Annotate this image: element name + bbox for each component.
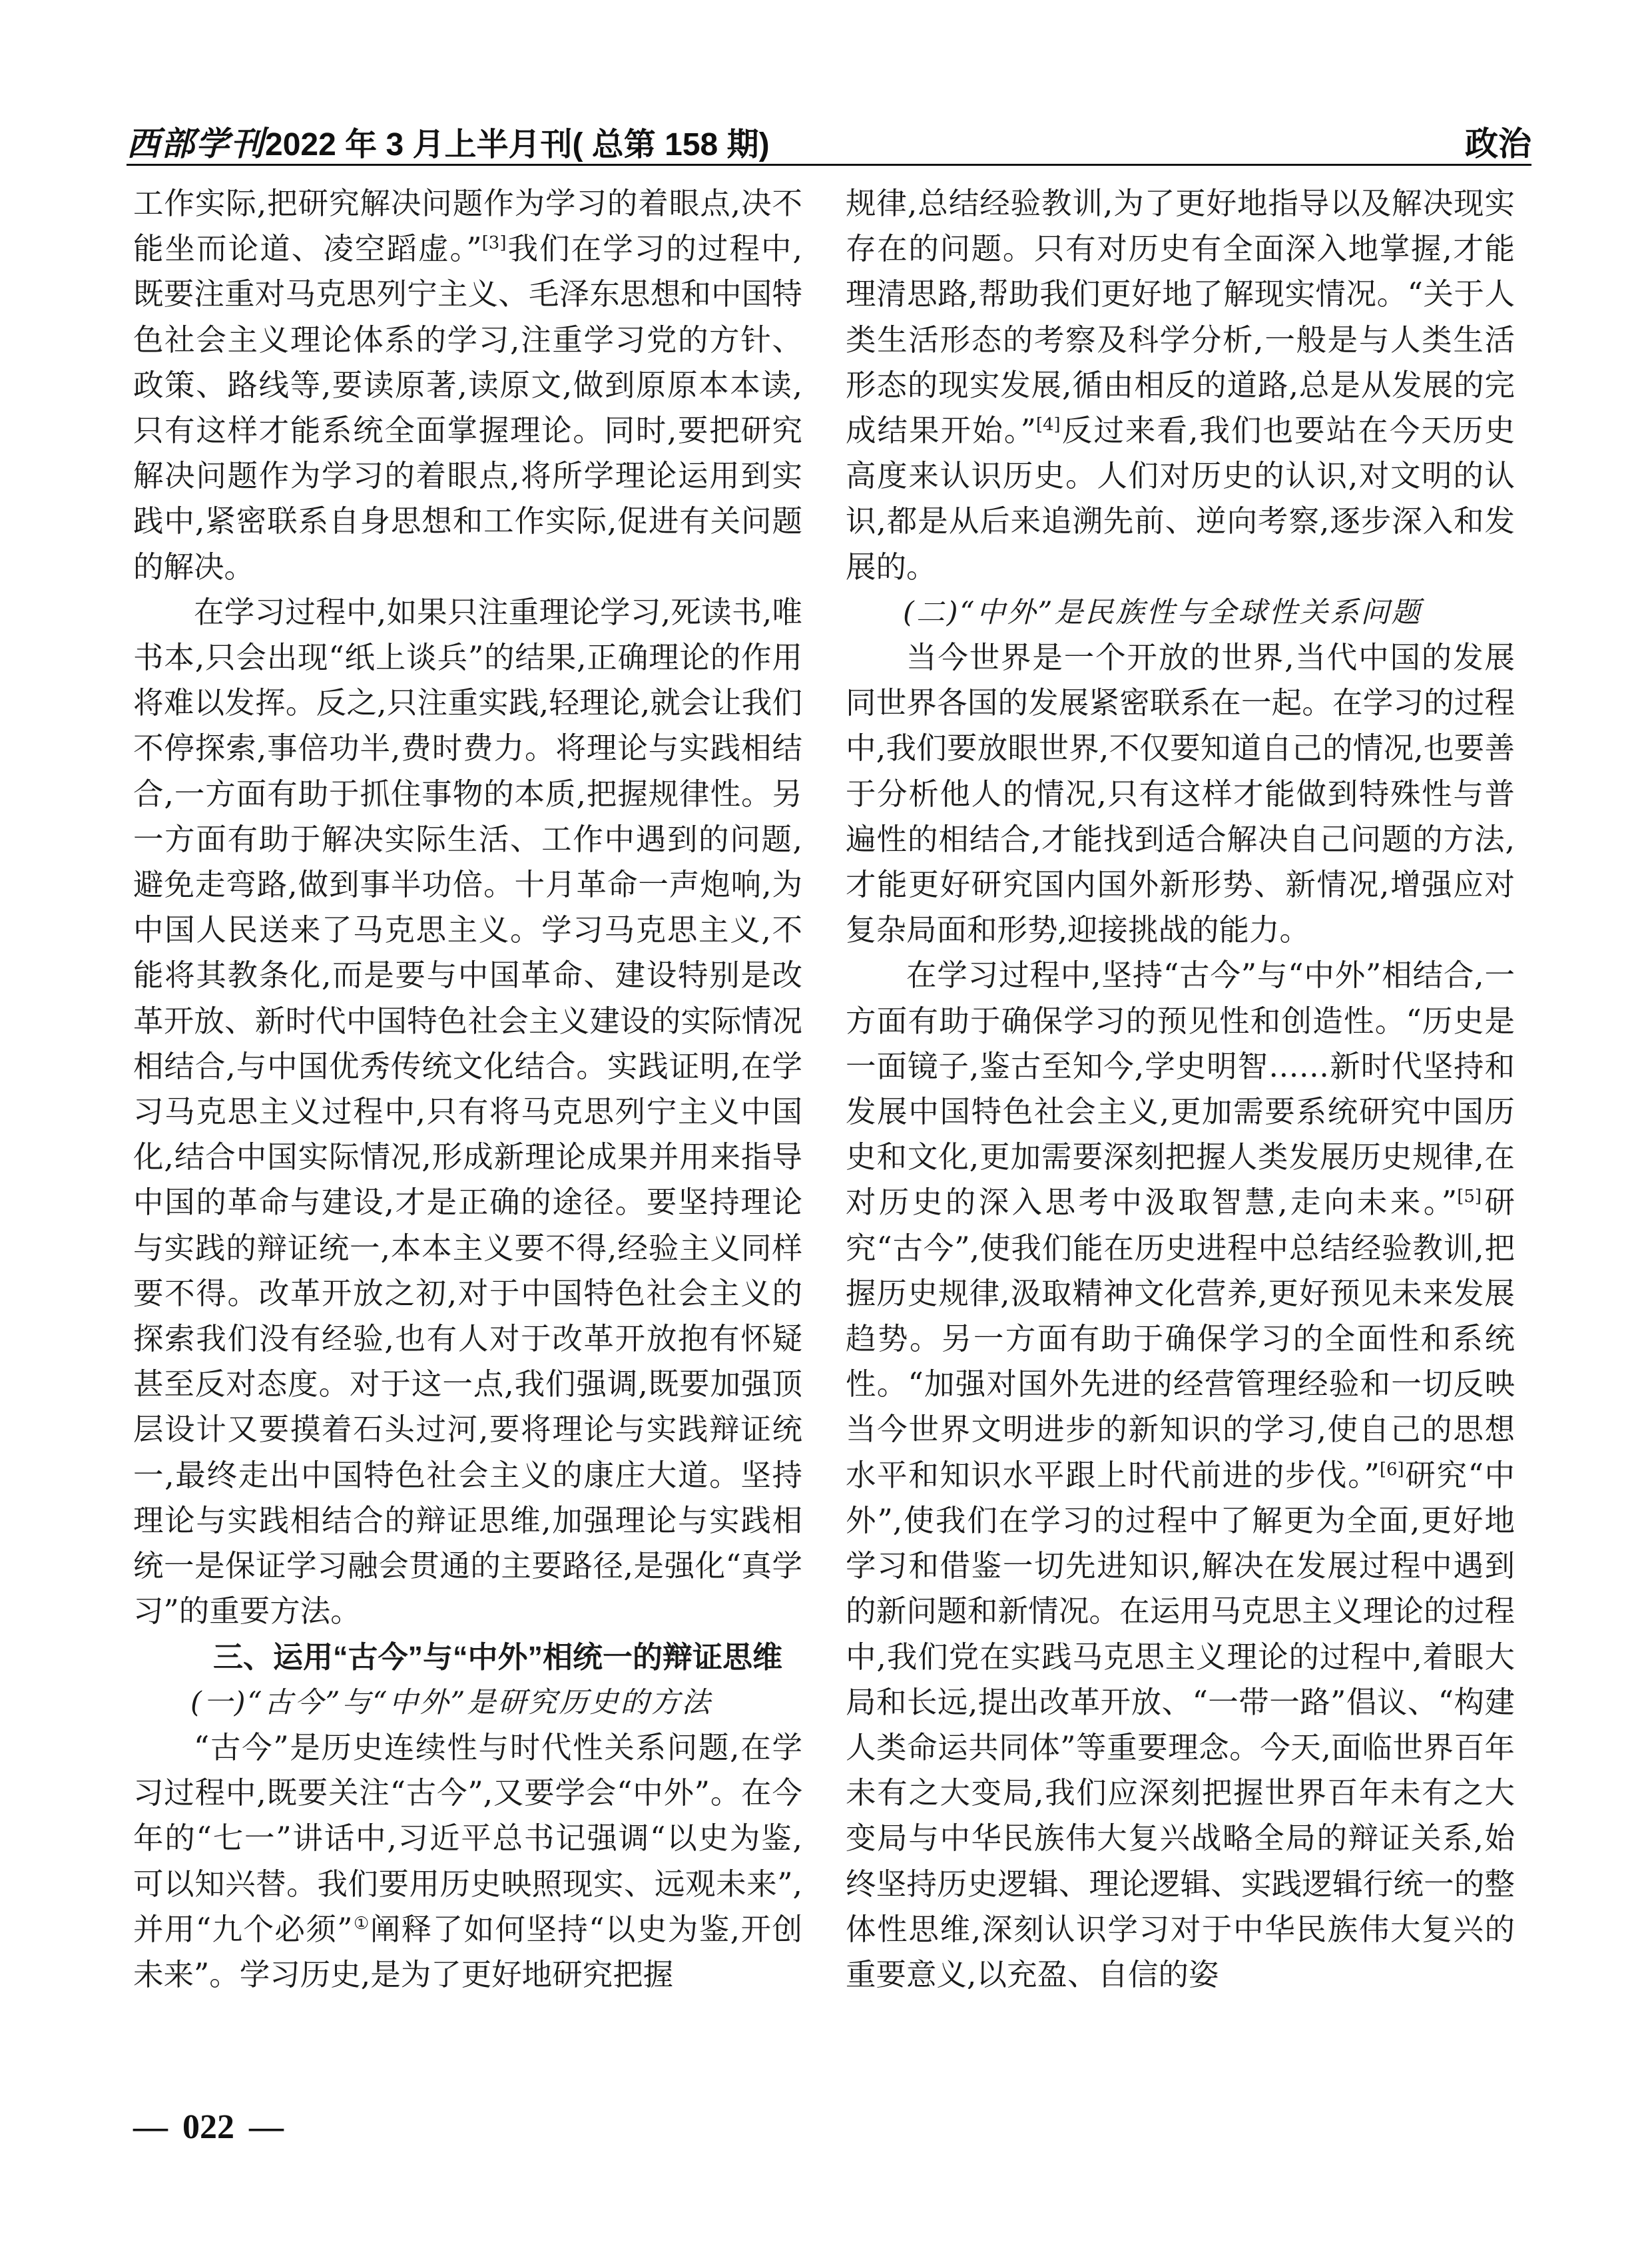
header-rule [127, 164, 1531, 166]
citation-ref: [6] [1379, 1459, 1404, 1480]
issue-info: 2022 年 3 月上半月刊( 总第 158 期) [265, 127, 770, 162]
header-left [127, 117, 770, 165]
folio-dash-left: — [133, 2108, 168, 2146]
paragraph: 规律,总结经验教训,为了更好地指导以及解决现实存在的问题。只有对历史有全面深入地掌握,才能理清思路,帮助我们更好地了解现实情况。“关于人类生活形态的考察及科学分析,一般是与人类生活形态的现实发展,循由相反的道路,总是从发展的完成结果开始。”[4]反过来看,我们也要站在今天历史高度来认识历史。人们对历史的认识,对文明的认识,都是从后来追溯先前、逆向考察,逐步深入和发展的。 [846, 186, 1515, 585]
section-label: 政治 [1465, 125, 1531, 162]
page-number [133, 2107, 284, 2147]
footnote-marker: ① [352, 1913, 370, 1934]
subsection-heading: (一)“古今”与“中外”是研究历史的方法 [190, 1685, 712, 1719]
page-header [127, 113, 1531, 173]
citation-ref: [3] [481, 233, 507, 254]
paragraph: 在学习过程中,如果只注重理论学习,死读书,唯书本,只会出现“纸上谈兵”的结果,正确理论的作用将难以发挥。反之,只注重实践,轻理论,就会让我们不停探索,事倍功半,费时费力。将理论与实践相结合,一方面有助于抓住事物的本质,把握规律性。另一方面有助于解决实际生活、工作中遇到的问题,避免走弯路,做到事半功倍。十月革命一声炮响,为中国人民送来了马克思主义。学习马克思主义,不能将其教条化,而是要与中国革命、建设特别是改革开放、新时代中国特色社会主义建设的实际情况相结合,与中国优秀传统文化结合。实践证明,在学习马克思主义过程中,只有将马克思列宁主义中国化,结合中国实际情况,形成新理论成果并用来指导中国的革命与建设,才是正确的途径。要坚持理论与实践的辩证统一,本本主义要不得,经验主义同样要不得。改革开放之初,对于中国特色社会主义的探索我们没有经验,也有人对于改革开放抱有怀疑甚至反对态度。对于这一点,我们强调,既要加强顶层设计又要摸着石头过河,要将理论与实践辩证统一,最终走出中国特色社会主义的康庄大道。坚持理论与实践相结合的辩证思维,加强理论与实践相统一是保证学习融会贯通的主要路径,是强化“真学习”的重要方法。 [133, 594, 802, 1629]
right-column [846, 181, 1515, 1998]
subsection-heading: (二)“中外”是民族性与全球性关系问题 [903, 595, 1422, 629]
journal-logo: 西部学刊 [127, 124, 265, 163]
paragraph: 当今世界是一个开放的世界,当代中国的发展同世界各国的发展紧密联系在一起。在学习的过程中,我们要放眼世界,不仅要知道自己的情况,也要善于分析他人的情况,只有这样才能做到特殊性与普遍性的相结合,才能找到适合解决自己问题的方法,才能更好研究国内国外新形势、新情况,增强应对复杂局面和形势,迎接挑战的能力。 [846, 640, 1515, 948]
paragraph: 在学习过程中,坚持“古今”与“中外”相结合,一方面有助于确保学习的预见性和创造性。“历史是一面镜子,鉴古至知今,学史明智……新时代坚持和发展中国特色社会主义,更加需要系统研究中国历史和文化,更加需要深刻把握人类发展历史规律,在对历史的深入思考中汲取智慧,走向未来。”[5]研究“古今”,使我们能在历史进程中总结经验教训,把握历史规律,汲取精神文化营养,更好预见未来发展趋势。另一方面有助于确保学习的全面性和系统性。“加强对国外先进的经营管理经验和一切反映当今世界文明进步的新知识的学习,使自己的思想水平和知识水平跟上时代前进的步伐。”[6]研究“中外”,使我们在学习的过程中了解更为全面,更好地学习和借鉴一切先进知识,解决在发展过程中遇到的新问题和新情况。在运用马克思主义理论的过程中,我们党在实践马克思主义理论的过程中,着眼大局和长远,提出改革开放、“一带一路”倡议、“构建人类命运共同体”等重要理念。今天,面临世界百年未有之大变局,我们应深刻把握世界百年未有之大变局与中华民族伟大复兴战略全局的辩证关系,始终坚持历史逻辑、理论逻辑、实践逻辑行统一的整体性思维,深刻认识学习对于中华民族伟大复兴的重要意义,以充盈、自信的姿 [846, 958, 1515, 1992]
paragraph: “古今”是历史连续性与时代性关系问题,在学习过程中,既要关注“古今”,又要学会“中外”。在今年的“七一”讲话中,习近平总书记强调“以史为鉴,可以知兴替。我们要用历史映照现实、远观未来”,并用“九个必须”①阐释了如何坚持“以史为鉴,开创未来”。学习历史,是为了更好地研究把握 [133, 1729, 802, 1992]
citation-ref: [4] [1035, 414, 1061, 435]
folio-dash-right: — [249, 2108, 284, 2146]
section-heading: 三、运用“古今”与“中外”相统一的辩证思维 [212, 1639, 782, 1674]
citation-ref: [5] [1457, 1187, 1482, 1207]
left-column [133, 181, 802, 1998]
folio-number: 022 [182, 2108, 234, 2146]
paragraph: 工作实际,把研究解决问题作为学习的着眼点,决不能坐而论道、凌空蹈虚。”[3]我们在学习的过程中,既要注重对马克思列宁主义、毛泽东思想和中国特色社会主义理论体系的学习,注重学习党的方针、政策、路线等,要读原著,读原文,做到原原本本读,只有这样才能系统全面掌握理论。同时,要把研究解决问题作为学习的着眼点,将所学理论运用到实践中,紧密联系自身思想和工作实际,促进有关问题的解决。 [133, 186, 803, 585]
